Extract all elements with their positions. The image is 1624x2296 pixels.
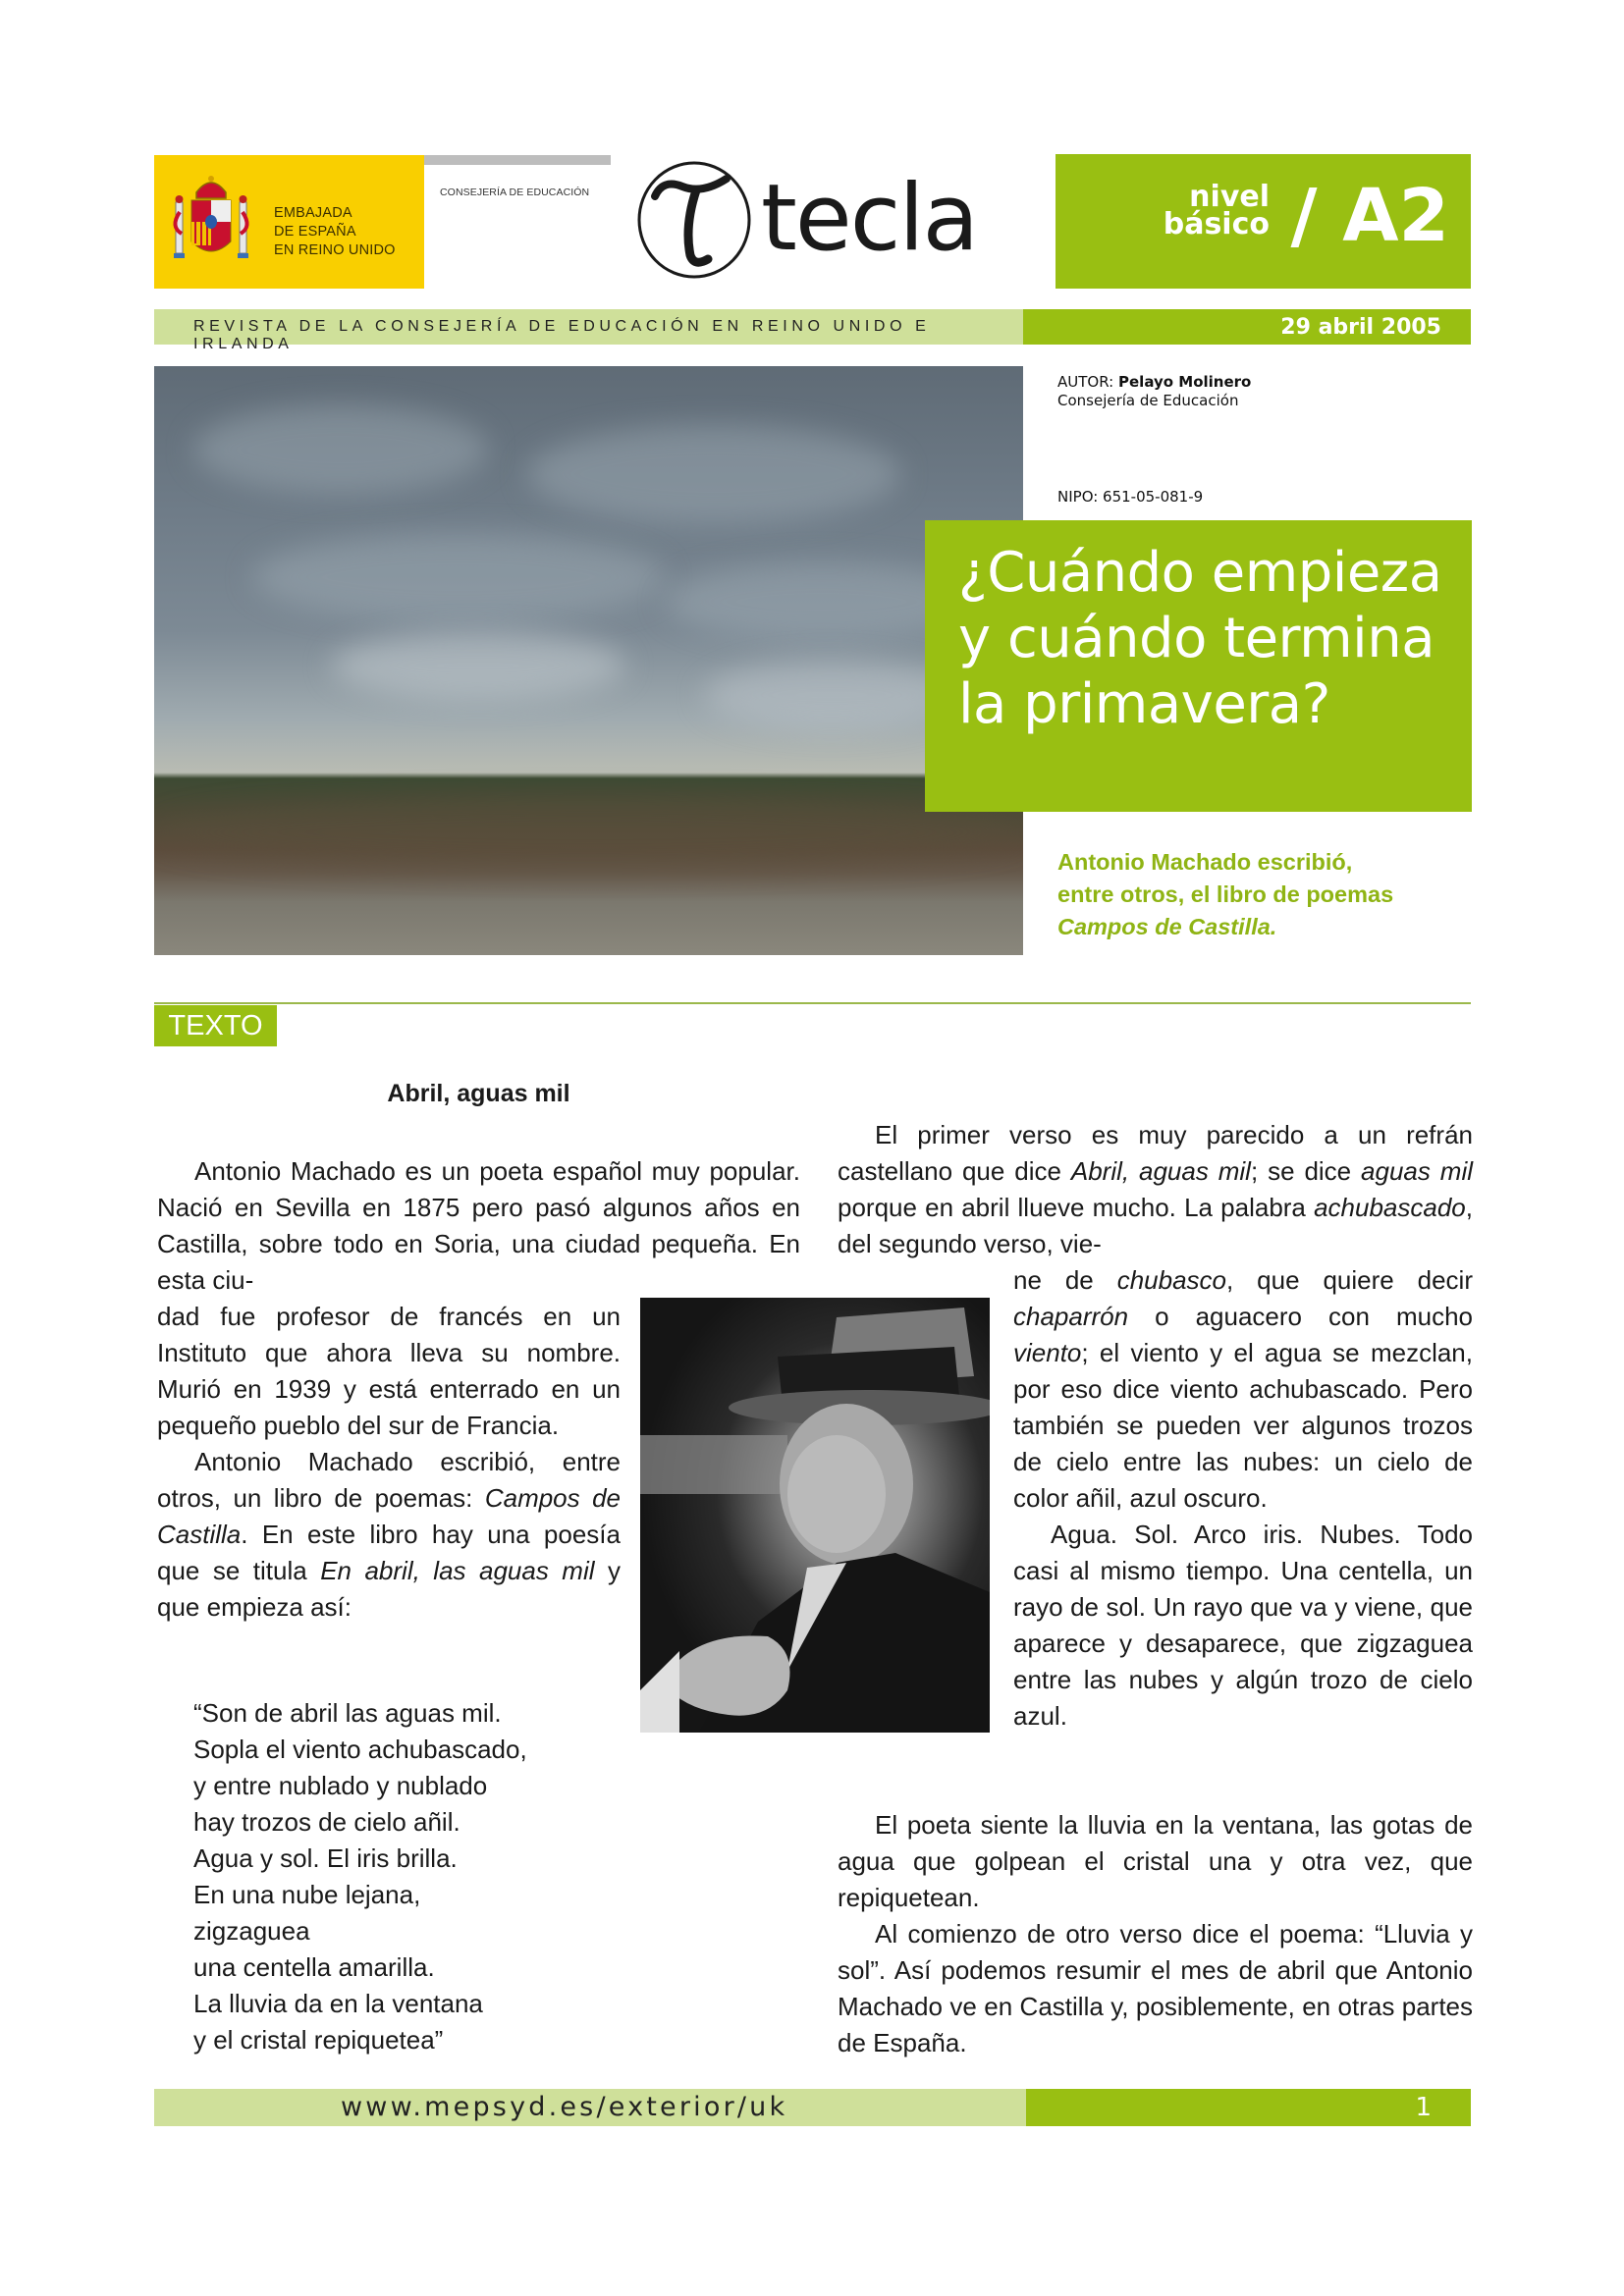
consejeria-label: CONSEJERÍA DE EDUCACIÓN	[440, 187, 590, 198]
page-number: 1	[1415, 2093, 1432, 2122]
paragraph-3	[838, 1117, 1473, 1262]
left-column-top	[157, 1153, 800, 1299]
footer-url-bar	[154, 2089, 1026, 2126]
tecla-wordmark: tecla	[761, 165, 978, 272]
poem-line: Sopla el viento achubascado,	[193, 1735, 527, 1764]
text-run: , que quiere decir	[1226, 1265, 1473, 1295]
emphasis: chaparrón	[1013, 1302, 1129, 1331]
article-title: Abril, aguas mil	[387, 1080, 570, 1107]
poem-line: una centella amarilla.	[193, 1952, 435, 1982]
footer-page-bar	[1026, 2089, 1471, 2126]
text-run: Antonio Machado escribió, entre otros, un libro de poemas:	[157, 1447, 621, 1513]
level-badge	[1056, 154, 1471, 289]
emphasis: viento	[1013, 1338, 1082, 1367]
subtitle	[1057, 846, 1393, 943]
portrait-illustration	[640, 1298, 990, 1733]
poem-line: En una nube lejana,	[193, 1880, 421, 1909]
text-run: ; se dice	[1250, 1156, 1362, 1186]
poem-line: Agua y sol. El iris brilla.	[193, 1843, 458, 1873]
embassy-logo	[154, 155, 424, 289]
coat-of-arms-icon	[172, 173, 250, 271]
paragraph-6: Al comienzo de otro verso dice el poema: “Lluvia y sol”. Así podemos resumir el mes de abril que Antonio Machado ve en Castilla y, posiblemente, en otras partes de España.	[838, 1919, 1473, 2057]
paragraph-4: Agua. Sol. Arco iris. Nubes. Todo casi al mismo tiempo. Una centella, un rayo de sol. Un rayo que va y viene, que aparece y desaparece, que zigzaguea entre las nubes y algún trozo de cielo azul.	[1013, 1520, 1473, 1731]
left-column-wrap	[157, 1299, 621, 1626]
title-line: ¿Cuándo empieza	[958, 541, 1442, 605]
subtitle-line: entre otros, el libro de poemas	[1057, 881, 1394, 907]
subtitle-book-title: Campos de Castilla.	[1057, 914, 1277, 939]
poet-portrait-photo	[640, 1298, 990, 1733]
magazine-name: REVISTA DE LA CONSEJERÍA DE EDUCACIÓN EN REINO UNIDO E IRLANDA	[193, 318, 931, 352]
grey-accent-bar	[424, 155, 611, 165]
level-label-line: nivel	[1189, 180, 1270, 214]
paragraph-3-continued	[1013, 1262, 1473, 1517]
author-organization: Consejería de Educación	[1057, 392, 1239, 409]
title-line: y cuándo termina	[958, 607, 1435, 670]
poem-line: y entre nublado y nublado	[193, 1771, 488, 1800]
title-box	[925, 520, 1472, 812]
text-run: ; el viento y el agua se mezclan, por eso dice viento achubascado. Pero también se pueden ver algunos trozos de cielo entre las nubes: un cielo de color añil, azul oscuro.	[1013, 1338, 1473, 1513]
paragraph-2	[157, 1444, 621, 1626]
text-run: y que empieza así:	[157, 1556, 622, 1622]
section-badge: TEXTO	[154, 1005, 277, 1046]
page-title	[958, 540, 1442, 737]
author-block	[1057, 373, 1251, 410]
poem-line: y el cristal repiquetea”	[193, 2025, 444, 2055]
text-run: ne de	[1013, 1265, 1117, 1295]
subtitle-line: Antonio Machado escribió,	[1057, 849, 1353, 875]
right-column-bottom	[838, 1807, 1473, 2061]
text-run: , del segundo verso, vie-	[838, 1193, 1473, 1258]
paragraph-1-continued: dad fue profesor de francés en un Instituto que ahora lleva su nombre. Murió en 1939 y está enterrado en un pequeño pueblo del sur de Francia.	[157, 1302, 621, 1440]
tecla-mark-icon	[633, 157, 761, 280]
text-run: o aguacero con mucho	[1128, 1302, 1473, 1331]
poem-line: “Son de abril las aguas mil.	[193, 1698, 502, 1728]
issue-date: 29 abril 2005	[1280, 315, 1441, 340]
text-run: El primer verso es muy parecido a un refrán castellano que dice	[838, 1120, 1473, 1186]
embassy-line: EMBAJADA	[274, 205, 352, 221]
paragraph-1: Antonio Machado es un poeta español muy popular. Nació en Sevilla en 1875 pero pasó algunos años en Castilla, sobre todo en Soria, una ciudad pequeña. En esta ciu-	[157, 1156, 800, 1295]
right-column-wrap	[1013, 1262, 1473, 1735]
tecla-logo	[633, 157, 1006, 280]
date-banner	[1023, 309, 1471, 345]
section-divider	[154, 1002, 1471, 1004]
poem-quote	[193, 1695, 527, 2058]
embassy-line: DE ESPAÑA	[274, 224, 356, 240]
text-run: . En este libro hay una poesía que se titula	[157, 1520, 621, 1585]
text-run: porque en abril llueve mucho. La palabra	[838, 1193, 1315, 1222]
poem-line: hay trozos de cielo añil.	[193, 1807, 460, 1837]
level-label	[1163, 180, 1270, 241]
level-label-line: básico	[1163, 207, 1270, 241]
embassy-line: EN REINO UNIDO	[274, 242, 396, 258]
landscape-photo	[154, 366, 1023, 955]
emphasis: achubascado	[1314, 1193, 1466, 1222]
author-label: AUTOR:	[1057, 373, 1114, 391]
level-code: / A2	[1290, 174, 1449, 258]
proverb: Abril, aguas mil	[1070, 1156, 1251, 1186]
book-title: Campos de Castilla	[157, 1483, 621, 1549]
right-column-top	[838, 1117, 1473, 1262]
emphasis: chubasco	[1116, 1265, 1226, 1295]
emphasis: aguas mil	[1361, 1156, 1473, 1186]
poem-title: En abril, las aguas mil	[320, 1556, 595, 1585]
paragraph-5: El poeta siente la lluvia en la ventana, las gotas de agua que golpean el cristal una y otra vez, que repiquetean.	[838, 1810, 1473, 1912]
magazine-banner	[154, 309, 1023, 352]
title-line: la primavera?	[958, 672, 1330, 736]
poem-line: zigzaguea	[193, 1916, 310, 1946]
embassy-name	[274, 204, 396, 260]
footer-url-link[interactable]: www.mepsyd.es/exterior/uk	[341, 2092, 788, 2122]
poem-line: La lluvia da en la ventana	[193, 1989, 483, 2018]
nipo-code: NIPO: 651-05-081-9	[1057, 488, 1204, 506]
author-name: Pelayo Molinero	[1118, 373, 1252, 391]
